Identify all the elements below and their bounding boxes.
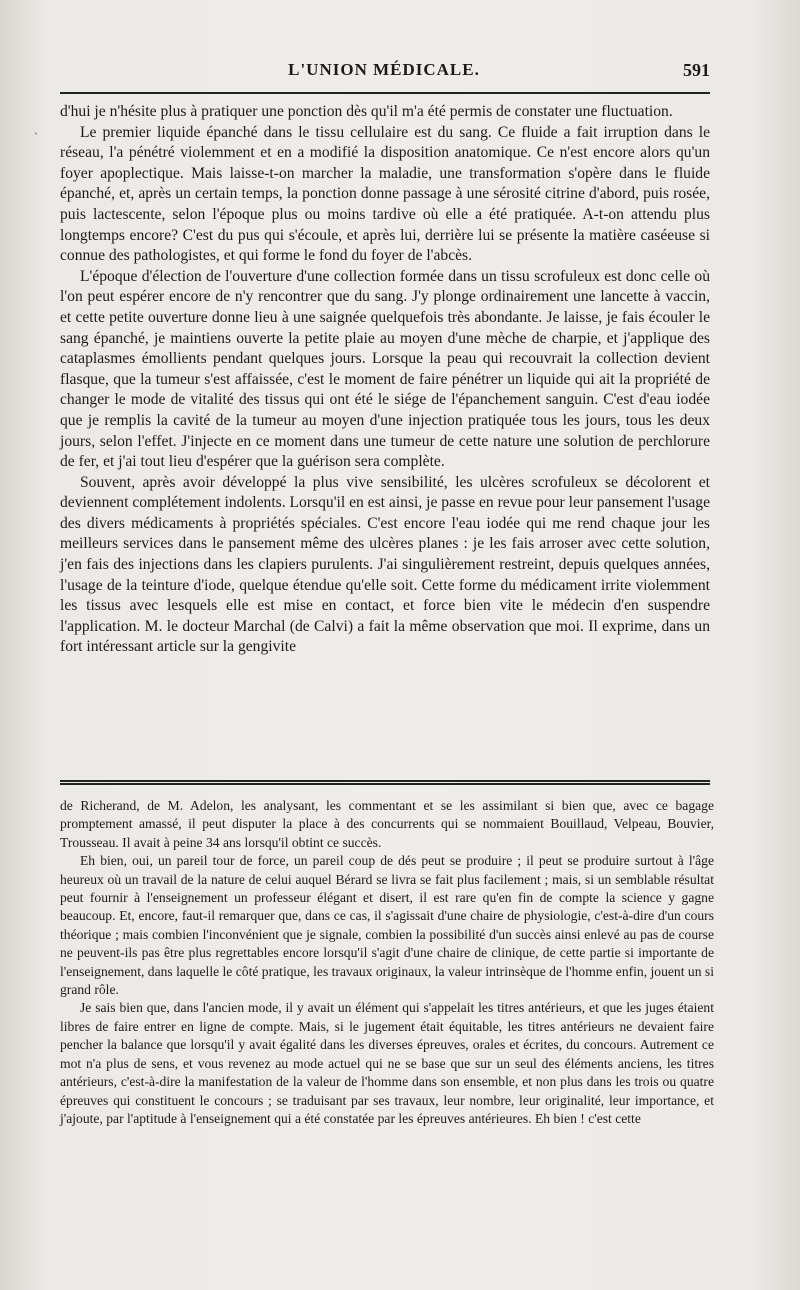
paragraph: de Richerand, de M. Adelon, les analysant, les commentant et se les assimilant si bien que, avec ce bagage promptement amassé, il peut disputer la place à des concurrents qui se nommaient Bouillaud, Velpeau, Bouvier, Trousseau. Il avait à peine 34 ans lorsqu'il obtint ce succès. [60,798,714,850]
paragraph: L'époque d'élection de l'ouverture d'une collection formée dans un tissu scrofuleux est donc celle où l'on peut espérer encore de n'y rencontrer que du sang. J'y plonge ordinairement une lancette à vaccin, et cette petite ouverture donne lieu à une saignée quelquefois très abondante. Je laisse, je fais écouler le sang épanché, je maintiens ouverte la petite plaie au moyen d'une mèche de charpie, et j'applique des cataplasmes émollients pendant quelques jours. Lorsque la peau qui recouvrait la collection devient flasque, que la tumeur s'est affaissée, c'est le moment de faire pénétrer un liquide qui ait la propriété de changer le mode de vitalité des tissus qui ont été le siége de l'épanchement sanguin. C'est d'eau iodée que je remplis la cavité de la tumeur au moyen d'une injection pratiquée tous les jours, tous les deux jours, selon l'effet. J'injecte en ce moment dans une tumeur de cette nature une solution de perchlorure de fer, et j'ai tout lieu d'espérer que la guérison sera complète. [60,267,710,471]
feuilleton-column [60,797,714,1128]
feuilleton-divider [60,780,710,785]
paragraph: Eh bien, oui, un pareil tour de force, un pareil coup de dés peut se produire ; il peut se produire surtout à l'âge heureux où un travail de la nature de celui auquel Bérard se livra se fait plus facilement ; mais, si un semblable résultat peut fournir à l'enseignement un professeur élégant et disert, il est rare qu'en fin de compte la science y gagne beaucoup. Et, encore, faut-il remarquer que, dans ce cas, il s'agissait d'une chaire de physiologie, c'est-à-dire d'un cours théorique ; mais combien l'inconvénient que je signale, combien la possibilité d'un succès ainsi enlevé au pas de course ne peuvent-ils pas être plus regrettables encore lorsqu'il s'agit d'une chaire de clinique, de cette partie si importante de l'enseignement, dans laquelle le côté pratique, les travaux originaux, la valeur intrinsèque de l'homme enfin, jouent un si grand rôle. [60,853,714,998]
main-column [60,102,710,658]
paragraph: Le premier liquide épanché dans le tissu cellulaire est du sang. Ce fluide a fait irruption dans le réseau, l'a pénétré violemment et en a modifié la disposition anatomique. Ce n'est encore alors qu'un foyer apoplectique. Mais laisse-t-on marcher la maladie, une transformation s'opère dans le fluide épanché, et, après un certain temps, la ponction donne passage à une sérosité citrine d'abord, puis rosée, puis lactescente, selon l'époque plus ou moins tardive où elle a été pratiquée. A-t-on attendu plus longtemps encore? C'est du pus qui s'écoule, et après lui, derrière lui se présente la matière caséeuse si connue des pathologistes, et qui forme le fond du foyer de l'abcès. [60,123,710,265]
page-header [58,58,710,88]
paragraph: Je sais bien que, dans l'ancien mode, il y avait un élément qui s'appelait les titres antérieurs, et que les juges étaient libres de faire entrer en ligne de compte. Mais, si le jugement était équitable, les titres antérieurs ne devaient faire pencher la balance que lorsqu'il y avait égalité dans les diverses épreuves, orales et écrites, du concours. Autrement ce mot n'a plus de sens, et vous revenez au mode actuel qui ne se base que sur un seul des éléments anciens, les titres antérieurs, c'est-à-dire la manifestation de la valeur de l'homme dans son ensemble, et non plus dans les trois ou quatre épreuves qui constituent le concours ; se traduisant par ses travaux, leur nombre, leur originalité, leur importance, et j'ajoute, par l'aptitude à l'enseignement qui a été constatée par les épreuves antérieures. Eh bien ! c'est cette [60,1000,714,1126]
page-number: 591 [683,60,710,80]
running-title: L'UNION MÉDICALE. [288,60,480,79]
paragraph: d'hui je n'hésite plus à pratiquer une ponction dès qu'il m'a été permis de constater une fluctuation. [60,103,673,120]
margin-mark: ` [34,130,38,144]
header-rule [60,92,710,94]
paragraph: Souvent, après avoir développé la plus vive sensibilité, les ulcères scrofuleux se décolorent et deviennent complétement indolents. Lorsqu'il en est ainsi, je passe en revue pour leur pansement l'usage des divers médicaments à propriétés spéciales. C'est encore l'eau iodée qui me rend chaque jour les meilleurs services dans le pansement même des ulcères planes : je les fais arroser avec cette solution, j'en fais des injections dans les clapiers purulents. J'ai singulièrement restreint, depuis quelques années, l'usage de la teinture d'iode, quelque étendue qu'elle soit. Cette forme du médicament irrite violemment les tissus avec lesquels elle est mise en contact, et force bien vite le médecin d'en suspendre l'application. M. le docteur Marchal (de Calvi) a fait la même observation que moi. Il exprime, dans un fort intéressant article sur la gengivite [60,473,710,656]
